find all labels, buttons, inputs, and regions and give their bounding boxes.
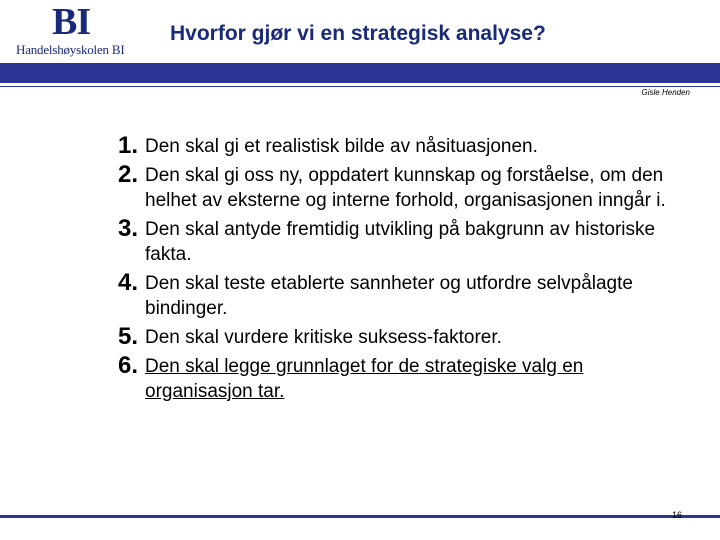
list-item [118,217,678,267]
item-text: Den skal gi oss ny, oppdatert kunnskap og forståelse, om den helhet av eksterne og interne forhold, organisasjonen inngår i. [145,165,666,211]
author-name: Gisle Henden [641,88,690,97]
item-number: 1. [118,132,139,159]
list-item [118,354,678,404]
bi-logo [16,1,128,58]
item-text: Den skal gi et realistisk bilde av nåsituasjonen. [145,136,538,157]
footer-rule [0,515,720,518]
list-item [118,163,678,213]
item-text: Den skal antyde fremtidig utvikling på bakgrunn av historiske fakta. [145,219,656,265]
item-number: 6. [118,352,139,379]
item-number: 4. [118,269,139,296]
item-number: 3. [118,215,139,242]
page-number: 16 [672,510,683,520]
slide-title: Hvorfor gjør vi en strategisk analyse? [170,22,546,45]
reasons-list [118,134,678,408]
list-item [118,271,678,321]
item-text: Den skal vurdere kritiske suksess-faktorer. [145,327,502,348]
list-item [118,325,678,350]
item-text: Den skal teste etablerte sannheter og utfordre selvpålagte bindinger. [145,273,633,319]
header-rule [0,86,720,87]
item-number: 5. [118,323,139,350]
item-number: 2. [118,161,139,188]
header-bar [0,63,720,83]
logo-name: Handelshøyskolen BI [16,42,125,57]
list-item [118,134,678,159]
logo-mark: BI [52,1,91,43]
item-text: Den skal legge grunnlaget for de strategiske valg en organisasjon tar. [145,356,584,402]
